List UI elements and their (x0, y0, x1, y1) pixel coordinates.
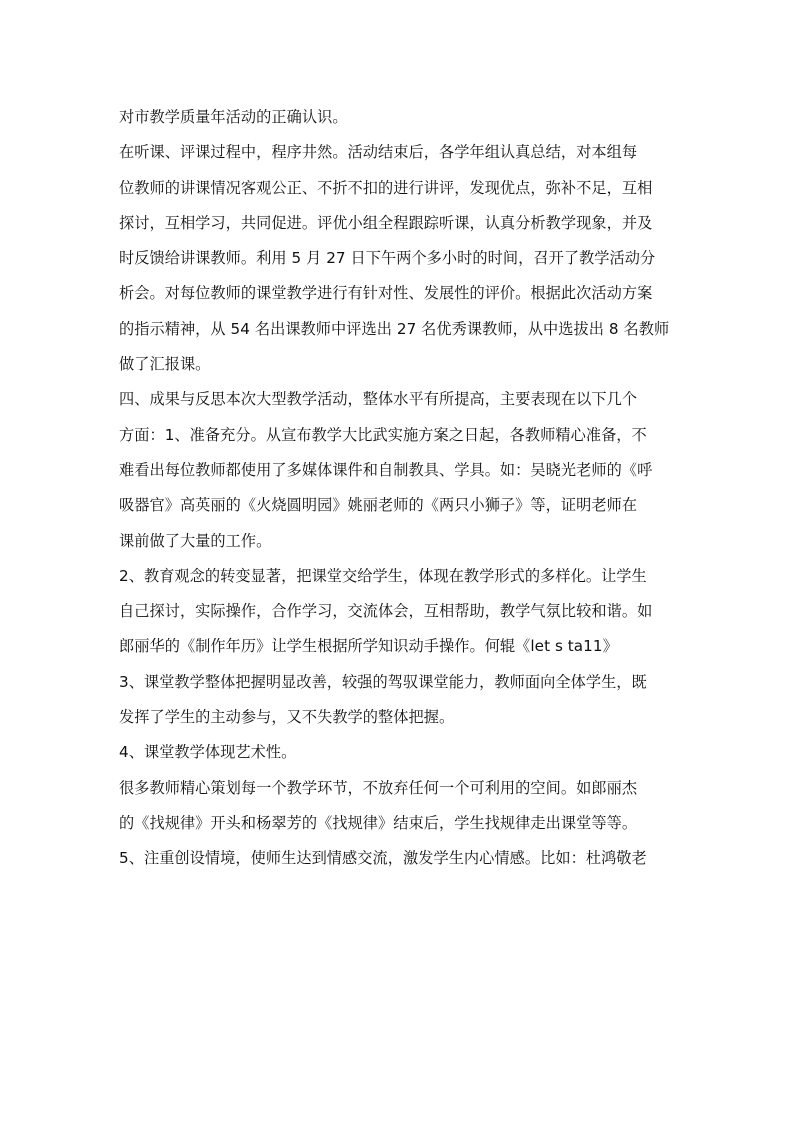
text-line: 方面：1、准备充分。从宣布教学大比武实施方案之日起，各教师精心准备，不 (119, 425, 647, 444)
text-line: 四、成果与反思本次大型教学活动，整体水平有所提高，主要表现在以下几个 (119, 390, 638, 409)
text-line: 时反馈给讲课教师。利用 5 月 27 日下午两个多小时的时间，召开了教学活动分 (119, 249, 656, 268)
text-line: 析会。对每位教师的课堂教学进行有针对性、发展性的评价。根据此次活动方案 (119, 284, 653, 303)
text-line: 郎丽华的《制作年历》让学生根据所学知识动手操作。何辊《let s ta11》 (119, 637, 618, 656)
text-line: 5、注重创设情境，使师生达到情感交流，激发学生内心情感。比如：杜鸿敬老 (119, 849, 647, 868)
text-line: 难看出每位教师都使用了多媒体课件和自制教具、学具。如：吴晓光老师的《呼 (119, 460, 653, 479)
text-line: 对市教学质量年活动的正确认识。 (119, 108, 348, 126)
text-line: 2、教育观念的转变显著，把课堂交给学生，体现在教学形式的多样化。让学生 (119, 566, 647, 585)
text-line: 探讨，互相学习，共同促进。评优小组全程跟踪听课，认真分析教学现象，并及 (119, 213, 653, 232)
document-body (119, 100, 679, 877)
text-line: 的《找规律》开头和杨翠芳的《找规律》结束后，学生找规律走出课堂等等。 (119, 813, 638, 832)
text-line: 的指示精神，从 54 名出课教师中评选出 27 名优秀课教师，从中选拔出 8 名教师 (119, 319, 670, 338)
text-line: 位教师的讲课情况客观公正、不折不扣的进行讲评，发现优点，弥补不足，互相 (119, 178, 653, 197)
text-line: 发挥了学生的主动参与，又不失教学的整体把握。 (119, 708, 455, 727)
text-line: 自己探讨，实际操作，合作学习，交流体会，互相帮助，教学气氛比较和谐。如 (119, 602, 653, 621)
text-line: 很多教师精心策划每一个教学环节，不放弃任何一个可利用的空间。如郎丽杰 (119, 778, 638, 797)
text-line: 4、课堂教学体现艺术性。 (119, 743, 297, 762)
text-line: 3、课堂教学整体把握明显改善，较强的驾驭课堂能力，教师面向全体学生，既 (119, 672, 647, 691)
text-line: 吸器官》高英丽的《火烧圆明园》姚丽老师的《两只小狮子》等，证明老师在 (119, 496, 638, 515)
text-line: 做了汇报课。 (119, 355, 211, 374)
text-line: 在听课、评课过程中，程序井然。活动结束后，各学年组认真总结，对本组每 (119, 143, 638, 162)
text-line: 课前做了大量的工作。 (119, 531, 272, 550)
